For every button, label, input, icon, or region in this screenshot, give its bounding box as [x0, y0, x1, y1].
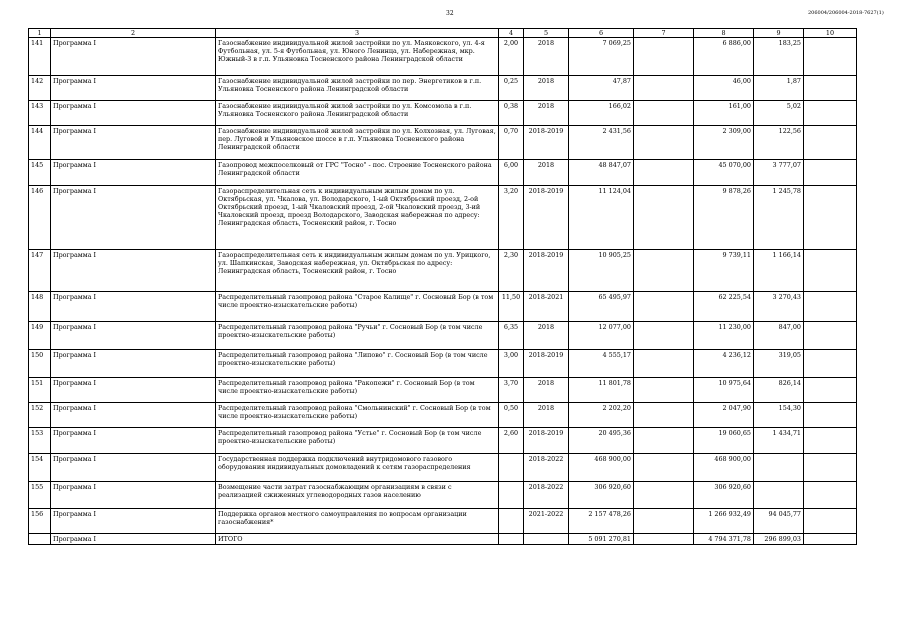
length-cell: 3,00 [499, 350, 524, 378]
col7-cell [634, 482, 694, 509]
col7-cell [634, 126, 694, 160]
program-cell: Программа I [51, 454, 216, 482]
table-row [29, 482, 857, 509]
column-header: 6 [569, 29, 634, 38]
total-cell: 48 847,07 [569, 160, 634, 186]
table-row [29, 101, 857, 126]
program-table [28, 28, 857, 545]
total-cell: 20 495,36 [569, 428, 634, 454]
col9-cell: 826,14 [754, 378, 804, 403]
col10-cell [804, 350, 857, 378]
col8-cell: 19 060,65 [694, 428, 754, 454]
column-header: 4 [499, 29, 524, 38]
object-name-cell: Распределительный газопровод района "Липово" г. Сосновый Бор (в том числе проектно-изыскательские работы) [216, 350, 499, 378]
length-cell: 0,70 [499, 126, 524, 160]
col10-cell [804, 454, 857, 482]
col8-cell: 9 739,11 [694, 250, 754, 292]
column-header: 8 [694, 29, 754, 38]
object-name-cell: ИТОГО [216, 534, 499, 545]
length-cell: 0,38 [499, 101, 524, 126]
object-name-cell: Газоснабжение индивидуальной жилой застройки по ул. Колхозная, ул. Луговая, пер. Луговой и Ульяновское шоссе в г.п. Ульяновка Тосненского района Ленинградской области [216, 126, 499, 160]
row-number-cell: 154 [29, 454, 51, 482]
period-cell: 2018 [524, 38, 569, 76]
col10-cell [804, 250, 857, 292]
row-number-cell: 153 [29, 428, 51, 454]
period-cell: 2018-2019 [524, 126, 569, 160]
col10-cell [804, 322, 857, 350]
col10-cell [804, 160, 857, 186]
program-cell: Программа I [51, 76, 216, 101]
col7-cell [634, 322, 694, 350]
length-cell [499, 534, 524, 545]
length-cell [499, 509, 524, 534]
length-cell [499, 482, 524, 509]
length-cell: 2,00 [499, 38, 524, 76]
col7-cell [634, 454, 694, 482]
length-cell: 0,25 [499, 76, 524, 101]
program-cell: Программа I [51, 428, 216, 454]
total-cell: 468 900,00 [569, 454, 634, 482]
col10-cell [804, 126, 857, 160]
col8-cell: 306 920,60 [694, 482, 754, 509]
table-row [29, 378, 857, 403]
col8-cell: 10 975,64 [694, 378, 754, 403]
program-cell: Программа I [51, 101, 216, 126]
col10-cell [804, 186, 857, 250]
total-cell: 4 555,17 [569, 350, 634, 378]
length-cell: 2,60 [499, 428, 524, 454]
table-row [29, 403, 857, 428]
object-name-cell: Государственная поддержка подключений внутридомового газового оборудования индивидуальных домовладений к сетям газораспределения [216, 454, 499, 482]
program-cell: Программа I [51, 292, 216, 322]
col8-cell: 46,00 [694, 76, 754, 101]
period-cell: 2018-2021 [524, 292, 569, 322]
program-cell: Программа I [51, 403, 216, 428]
length-cell: 6,00 [499, 160, 524, 186]
table-row [29, 534, 857, 545]
col10-cell [804, 38, 857, 76]
object-name-cell: Распределительный газопровод района "Ручьи" г. Сосновый Бор (в том числе проектно-изыскательские работы) [216, 322, 499, 350]
object-name-cell: Распределительный газопровод района "Ракопежи" г. Сосновый Бор (в том числе проектно-изыскательские работы) [216, 378, 499, 403]
total-cell: 11 801,78 [569, 378, 634, 403]
col9-cell: 1,87 [754, 76, 804, 101]
length-cell: 3,70 [499, 378, 524, 403]
col7-cell [634, 350, 694, 378]
total-cell: 166,02 [569, 101, 634, 126]
col8-cell: 4 236,12 [694, 350, 754, 378]
column-header: 7 [634, 29, 694, 38]
table-row [29, 322, 857, 350]
column-header: 2 [51, 29, 216, 38]
period-cell: 2018-2019 [524, 350, 569, 378]
total-cell: 12 077,00 [569, 322, 634, 350]
program-cell: Программа I [51, 378, 216, 403]
page-number: 32 [446, 10, 454, 17]
row-number-cell: 151 [29, 378, 51, 403]
period-cell: 2021-2022 [524, 509, 569, 534]
period-cell: 2018 [524, 403, 569, 428]
col9-cell: 183,25 [754, 38, 804, 76]
object-name-cell: Газоснабжение индивидуальной жилой застройки по ул. Комсомола в г.п. Ульяновка Тосненского района Ленинградской области [216, 101, 499, 126]
table-row [29, 509, 857, 534]
col9-cell: 1 245,78 [754, 186, 804, 250]
program-cell: Программа I [51, 38, 216, 76]
table-row [29, 126, 857, 160]
col10-cell [804, 428, 857, 454]
length-cell: 6,35 [499, 322, 524, 350]
row-number-cell: 145 [29, 160, 51, 186]
period-cell: 2018-2022 [524, 482, 569, 509]
program-cell: Программа I [51, 482, 216, 509]
col9-cell: 319,05 [754, 350, 804, 378]
total-cell: 5 091 270,81 [569, 534, 634, 545]
row-number-cell: 148 [29, 292, 51, 322]
total-cell: 2 157 478,26 [569, 509, 634, 534]
col8-cell: 6 886,00 [694, 38, 754, 76]
length-cell: 2,30 [499, 250, 524, 292]
col9-cell: 3 777,07 [754, 160, 804, 186]
col8-cell: 62 225,54 [694, 292, 754, 322]
object-name-cell: Газопровод межпоселковый от ГРС "Тосно" - пос. Строение Тосненского района Ленинградской области [216, 160, 499, 186]
col7-cell [634, 378, 694, 403]
header-row [29, 29, 857, 38]
row-number-cell: 147 [29, 250, 51, 292]
total-cell: 2 202,20 [569, 403, 634, 428]
column-header: 3 [216, 29, 499, 38]
col9-cell: 94 045,77 [754, 509, 804, 534]
table-row [29, 292, 857, 322]
col7-cell [634, 292, 694, 322]
length-cell: 0,50 [499, 403, 524, 428]
period-cell: 2018 [524, 160, 569, 186]
program-cell: Программа I [51, 509, 216, 534]
col10-cell [804, 403, 857, 428]
period-cell: 2018-2019 [524, 428, 569, 454]
col8-cell: 11 230,00 [694, 322, 754, 350]
length-cell: 11,50 [499, 292, 524, 322]
col9-cell: 847,00 [754, 322, 804, 350]
table-row [29, 76, 857, 101]
col10-cell [804, 534, 857, 545]
row-number-cell: 142 [29, 76, 51, 101]
col10-cell [804, 482, 857, 509]
document-code: 206004/206004-2018-7627(1) [808, 10, 884, 16]
row-number-cell: 149 [29, 322, 51, 350]
col8-cell: 2 047,90 [694, 403, 754, 428]
object-name-cell: Распределительный газопровод района "Устье" г. Сосновый Бор (в том числе проектно-изыскательские работы) [216, 428, 499, 454]
col7-cell [634, 76, 694, 101]
period-cell: 2018 [524, 322, 569, 350]
object-name-cell: Газораспределительная сеть к индивидуальным жилым домам по ул. Октябрьская, ул. Чкалова, ул. Володарского, 1-ый Октябрьский проезд, 2-ой Октябрьский проезд, 1-ый Чкаловский проезд, 2-ой Чкаловский проезд, 3-ий Чкаловский проезд, проезд Володарского, Заводская набережная по адресу: Ленинградская область, Тосненский район, г. Тосно [216, 186, 499, 250]
col8-cell: 2 309,00 [694, 126, 754, 160]
object-name-cell: Распределительный газопровод района "Смольнинский" г. Сосновый Бор (в том числе проектно-изыскательские работы) [216, 403, 499, 428]
col9-cell [754, 454, 804, 482]
total-cell: 11 124,04 [569, 186, 634, 250]
col9-cell: 5,02 [754, 101, 804, 126]
col7-cell [634, 101, 694, 126]
program-cell: Программа I [51, 186, 216, 250]
program-cell: Программа I [51, 322, 216, 350]
object-name-cell: Газораспределительная сеть к индивидуальным жилым домам по ул. Урицкого, ул. Шапкинская, Заводская набережная, ул. Октябрьская по адресу: Ленинградская область, Тосненский район, г. Тосно [216, 250, 499, 292]
col7-cell [634, 428, 694, 454]
period-cell: 2018 [524, 378, 569, 403]
col7-cell [634, 509, 694, 534]
period-cell [524, 534, 569, 545]
period-cell: 2018-2022 [524, 454, 569, 482]
row-number-cell: 155 [29, 482, 51, 509]
program-cell: Программа I [51, 126, 216, 160]
col7-cell [634, 160, 694, 186]
table-row [29, 38, 857, 76]
total-cell: 2 431,56 [569, 126, 634, 160]
program-cell: Программа I [51, 350, 216, 378]
col7-cell [634, 186, 694, 250]
col8-cell: 468 900,00 [694, 454, 754, 482]
col10-cell [804, 378, 857, 403]
col8-cell: 9 878,26 [694, 186, 754, 250]
row-number-cell: 146 [29, 186, 51, 250]
column-header: 9 [754, 29, 804, 38]
period-cell: 2018-2019 [524, 186, 569, 250]
col9-cell [754, 482, 804, 509]
col9-cell: 296 899,03 [754, 534, 804, 545]
object-name-cell: Возмещение части затрат газоснабжающим организациям в связи с реализацией сжиженных углеводородных газов населению [216, 482, 499, 509]
program-cell: Программа I [51, 534, 216, 545]
col8-cell: 45 070,00 [694, 160, 754, 186]
column-header: 1 [29, 29, 51, 38]
col8-cell: 4 794 371,78 [694, 534, 754, 545]
col9-cell: 154,30 [754, 403, 804, 428]
col10-cell [804, 292, 857, 322]
col7-cell [634, 38, 694, 76]
program-cell: Программа I [51, 160, 216, 186]
total-cell: 65 495,97 [569, 292, 634, 322]
row-number-cell: 141 [29, 38, 51, 76]
column-header: 10 [804, 29, 857, 38]
object-name-cell: Газоснабжение индивидуальной жилой застройки по ул. Маяковского, ул. 4-я Футбольная, ул. 5-я Футбольная, ул. Юного Ленинца, ул. Набережная, мкр. Южный-3 в г.п. Ульяновка Тосненского района Ленинградской области [216, 38, 499, 76]
object-name-cell: Распределительный газопровод района "Старое Калище" г. Сосновый Бор (в том числе проектно-изыскательские работы) [216, 292, 499, 322]
table-row [29, 428, 857, 454]
col8-cell: 1 266 932,49 [694, 509, 754, 534]
table-row [29, 160, 857, 186]
table-row [29, 454, 857, 482]
col9-cell: 122,56 [754, 126, 804, 160]
total-cell: 10 905,25 [569, 250, 634, 292]
total-cell: 306 920,60 [569, 482, 634, 509]
column-header: 5 [524, 29, 569, 38]
col9-cell: 1 166,14 [754, 250, 804, 292]
period-cell: 2018 [524, 76, 569, 101]
col7-cell [634, 250, 694, 292]
col10-cell [804, 509, 857, 534]
period-cell: 2018-2019 [524, 250, 569, 292]
period-cell: 2018 [524, 101, 569, 126]
table-row [29, 350, 857, 378]
row-number-cell: 150 [29, 350, 51, 378]
table-row [29, 186, 857, 250]
length-cell [499, 454, 524, 482]
row-number-cell: 156 [29, 509, 51, 534]
col8-cell: 161,00 [694, 101, 754, 126]
object-name-cell: Поддержка органов местного самоуправления по вопросам организации газоснабжения* [216, 509, 499, 534]
col10-cell [804, 76, 857, 101]
total-cell: 7 069,25 [569, 38, 634, 76]
row-number-cell: 152 [29, 403, 51, 428]
program-cell: Программа I [51, 250, 216, 292]
total-cell: 47,87 [569, 76, 634, 101]
row-number-cell: 143 [29, 101, 51, 126]
object-name-cell: Газоснабжение индивидуальной жилой застройки по пер. Энергетиков в г.п. Ульяновка Тосненского района Ленинградской области [216, 76, 499, 101]
row-number-cell: 144 [29, 126, 51, 160]
col10-cell [804, 101, 857, 126]
table-row [29, 250, 857, 292]
col9-cell: 3 270,43 [754, 292, 804, 322]
col7-cell [634, 403, 694, 428]
length-cell: 3,20 [499, 186, 524, 250]
col9-cell: 1 434,71 [754, 428, 804, 454]
col7-cell [634, 534, 694, 545]
row-number-cell [29, 534, 51, 545]
